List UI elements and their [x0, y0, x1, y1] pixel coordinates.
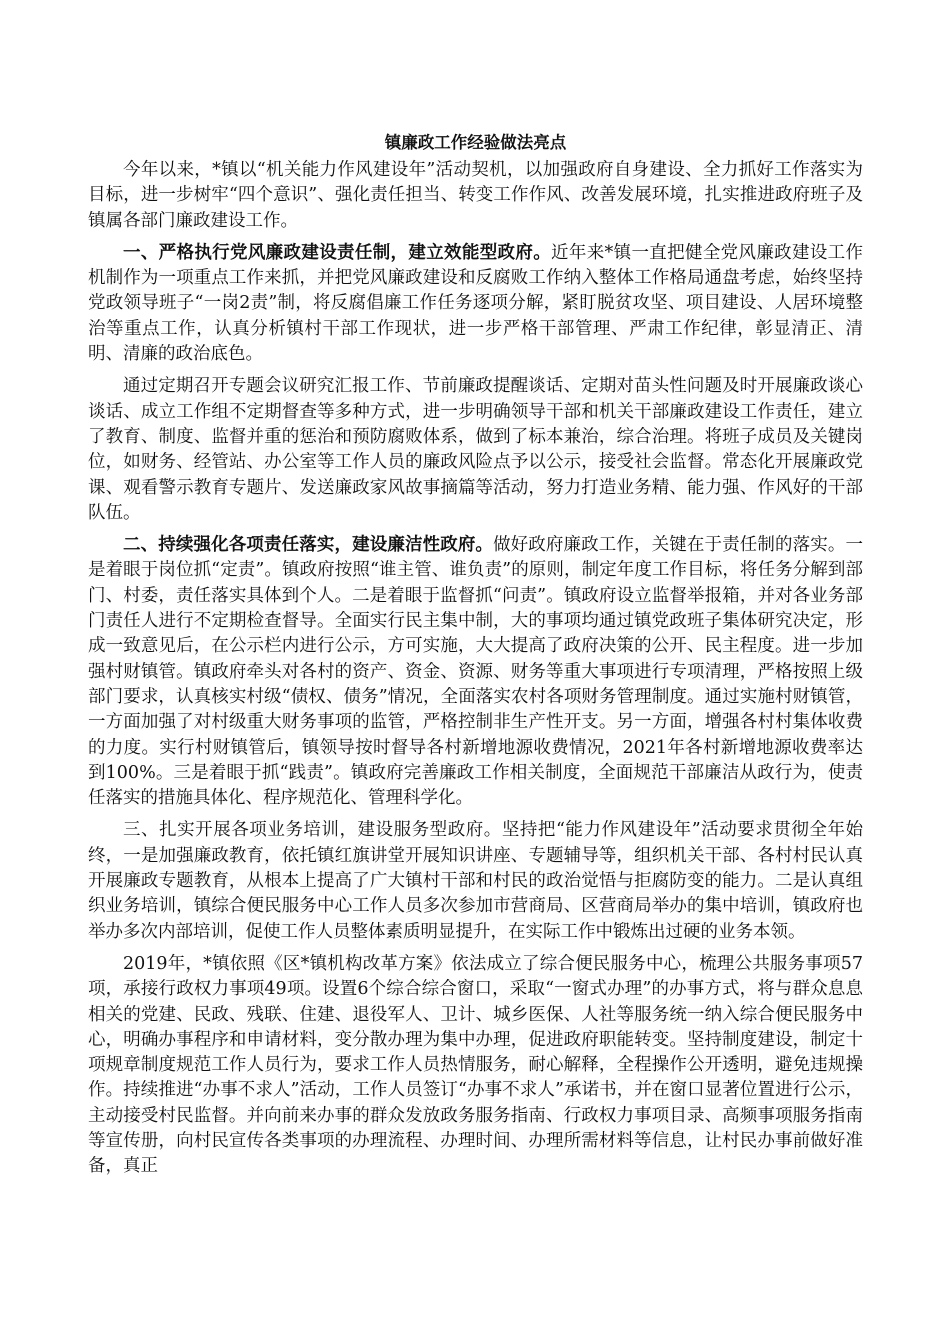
- paragraph-section-3: [88, 818, 863, 944]
- paragraph-section-1: [88, 241, 863, 367]
- document-title: 镇廉政工作经验做法亮点: [384, 133, 567, 152]
- paragraph-text: 今年以来，*镇以“机关能力作风建设年”活动契机，以加强政府自身建设、全力抓好工作落实为目标，进一步树牢“四个意识”、强化责任担当、转变工作作风、改善发展环境，扎实推进政府班子及镇属各部门廉政建设工作。: [88, 160, 863, 231]
- section-heading: 一、严格执行党风廉政建设责任制，建立效能型政府。: [123, 242, 552, 263]
- paragraph-section-2: [88, 533, 863, 811]
- paragraph-section-1-detail: [88, 374, 863, 526]
- paragraph-text: 近年来*镇一直把健全党风廉政建设工作机制作为一项重点工作来抓，并把党风廉政建设和反腐败工作纳入整体工作格局通盘考虑，始终坚持党政领导班子“一岗2责”制，将反腐倡廉工作任务逐项分解，紧盯脱贫攻坚、项目建设、人居环境整治等重点工作，认真分析镇村干部工作现状，进一步严格干部管理、严肃工作纪律，彰显清正、清明、清廉的政治底色。: [88, 242, 863, 365]
- paragraph-intro: [88, 158, 863, 234]
- paragraph-text: 做好政府廉政工作，关键在于责任制的落实。一是着眼于岗位抓“定责”。镇政府按照“谁主管、谁负责”的原则，制定年度工作目标，将任务分解到部门、村委，责任落实具体到个人。二是着眼于监督抓“问责”。镇政府设立监督举报箱，并对各业务部门责任人进行不定期检查督导。全面实行民主集中制，大的事项均通过镇党政班子集体研究决定，形成一致意见后，在公示栏内进行公示，方可实施，大大提高了政府决策的公开、民主程度。进一步加强村财镇管。镇政府牵头对各村的资产、资金、资源、财务等重大事项进行专项清理，严格按照上级部门要求，认真核实村级“债权、债务”情况，全面落实农村各项财务管理制度。通过实施村财镇管，一方面加强了对村级重大财务事项的监管，严格控制非生产性开支。另一方面，增强各村村集体收费的力度。实行村财镇管后，镇领导按时督导各村新增地源收费情况，2021年各村新增地源收费率达到100%。三是着眼于抓“践责”。镇政府完善廉政工作相关制度，全面规范干部廉洁从政行为，使责任落实的措施具体化、程序规范化、管理科学化。: [88, 535, 863, 809]
- paragraph-text: 2019年，*镇依照《区*镇机构改革方案》依法成立了综合便民服务中心，梳理公共服务事项57项，承接行政权力事项49项。设置6个综合综合窗口，采取“一窗式办理”的办事方式，将与群众息息相关的党建、民政、残联、住建、退役军人、卫计、城乡医保、人社等服务统一纳入综合便民服务中心，明确办事程序和申请材料，变分散办理为集中办理，促进政府职能转变。坚持制度建设，制定十项规章制度规范工作人员行为，要求工作人员热情服务，耐心解释，全程操作公开透明，避免违规操作。持续推进“办事不求人”活动，工作人员签订“办事不求人”承诺书，并在窗口显著位置进行公示，主动接受村民监督。并向前来办事的群众发放政务服务指南、行政权力事项目录、高频事项服务指南等宣传册，向村民宣传各类事项的办理流程、办理时间、办理所需材料等信息，让村民办事前做好准备，真正: [88, 953, 863, 1177]
- paragraph-service-center: [88, 952, 863, 1180]
- document-body: [88, 130, 863, 1187]
- paragraph-text: 通过定期召开专题会议研究汇报工作、节前廉政提醒谈话、定期对苗头性问题及时开展廉政谈心谈话、成立工作组不定期督查等多种方式，进一步明确领导干部和机关干部廉政建设工作责任，建立了教育、制度、监督并重的惩治和预防腐败体系，做到了标本兼治，综合治理。将班子成员及关键岗位，如财务、经管站、办公室等工作人员的廉政风险点予以公示，接受社会监督。常态化开展廉政党课、观看警示教育专题片、发送廉政家风故事摘篇等活动，努力打造业务精、能力强、作风好的干部队伍。: [88, 376, 863, 523]
- paragraph-text: 三、扎实开展各项业务培训，建设服务型政府。坚持把“能力作风建设年”活动要求贯彻全年始终，一是加强廉政教育，依托镇红旗讲堂开展知识讲座、专题辅导等，组织机关干部、各村村民认真开展廉政专题教育，从根本上提高了广大镇村干部和村民的政治觉悟与拒腐防变的能力。二是认真组织业务培训，镇综合便民服务中心工作人员多次参加市营商局、区营商局举办的集中培训，镇政府也举办多次内部培训，促使工作人员整体素质明显提升，在实际工作中锻炼出过硬的业务本领。: [88, 820, 863, 942]
- section-heading: 二、持续强化各项责任落实，建设廉洁性政府。: [123, 535, 494, 556]
